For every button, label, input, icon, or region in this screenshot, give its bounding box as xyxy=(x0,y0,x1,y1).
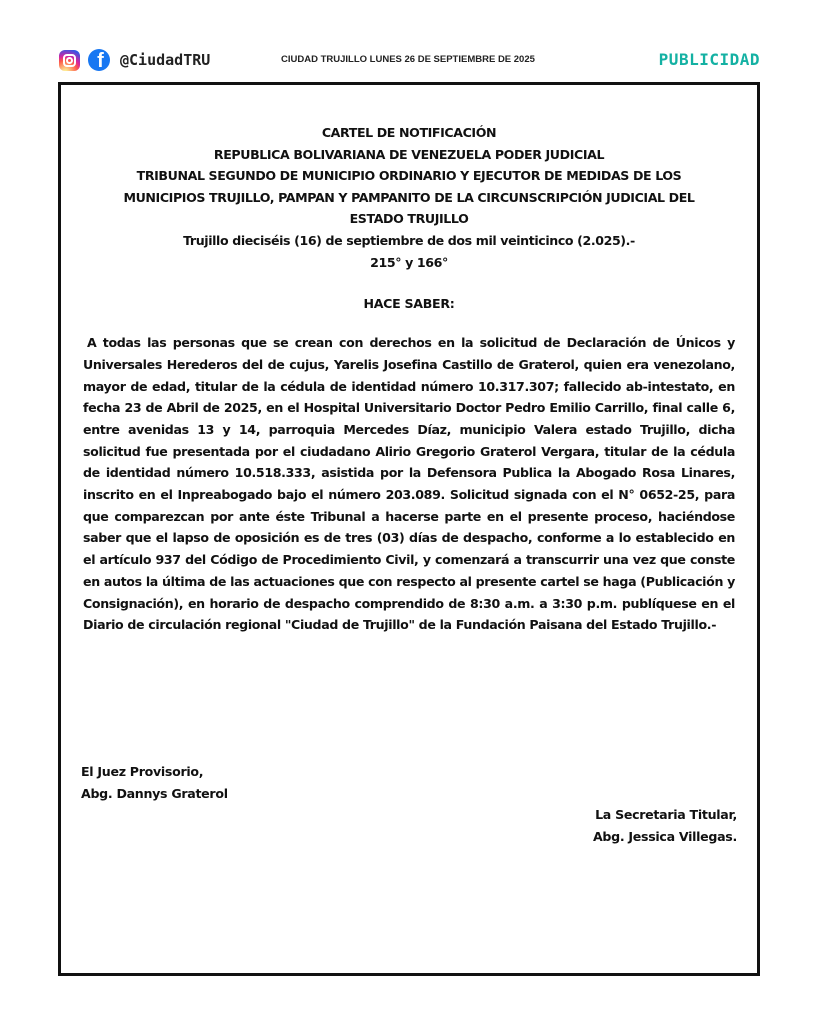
facebook-icon[interactable]: f xyxy=(88,49,110,71)
social-links xyxy=(59,49,210,71)
page-header xyxy=(59,46,760,74)
notice-content xyxy=(81,85,737,636)
instagram-icon[interactable] xyxy=(59,50,80,71)
judge-signature xyxy=(81,761,228,804)
judge-title: El Juez Provisorio, xyxy=(81,764,204,779)
notice-frame xyxy=(58,82,760,976)
notice-heading xyxy=(81,122,737,273)
section-label: PUBLICIDAD xyxy=(658,50,760,69)
notice-date: Trujillo dieciséis (16) de septiembre de dos mil veinticinco (2.025).- xyxy=(183,232,635,248)
notice-body: A todas las personas que se crean con derechos en la solicitud de Declaración de Únicos y Universales Herederos del de cujus, Yarelis Josefina Castillo de Graterol, quien era venezolano, mayor de edad, titular de la cédula de identidad número 10.317.307; fallecido ab-intestato, en fecha 23 de Abril de 2025, en el Hospital Universitario Doctor Pedro Emilio Carrillo, final calle 6, entre avenidas 13 y 14, parroquia Mercedes Díaz, municipio Valera estado Trujillo, dicha solicitud fue presentada por el ciudadano Alirio Gregorio Graterol Vergara, titular de la cédula de identidad número 10.518.333, asistida por la Defensora Publica la Abogado Rosa Linares, inscrito en el Inpreabogado bajo el número 203.089. Solicitud signada con el N° 0652-25, para que comparezcan por ante éste Tribunal a hacerse parte en el presente proceso, haciéndose saber que el lapso de oposición es de tres (03) días de despacho, conforme a lo establecido en el artículo 937 del Código de Procedimiento Civil, y comenzará a transcurrir una vez que conste en autos la última de las actuaciones que con respecto al presente cartel se haga (Publicación y Consignación), en horario de despacho comprendido de 8:30 a.m. a 3:30 p.m. publíquese en el Diario de circulación regional "Ciudad de Trujillo" de la Fundación Paisana del Estado Trujillo.- xyxy=(83,335,735,633)
heading-line: ESTADO TRUJILLO xyxy=(349,211,469,227)
heading-line: REPUBLICA BOLIVARIANA DE VENEZUELA PODER JUDICIAL xyxy=(213,146,605,162)
secretary-title: La Secretaria Titular, xyxy=(595,807,737,822)
secretary-signature xyxy=(593,804,737,847)
hace-saber-heading: HACE SABER: xyxy=(363,296,455,312)
notice-title: CARTEL DE NOTIFICACIÓN xyxy=(321,125,497,140)
heading-line: TRIBUNAL SEGUNDO DE MUNICIPIO ORDINARIO Y EJECUTOR DE MEDIDAS DE LOS xyxy=(136,168,682,184)
dateline: CIUDAD TRUJILLO LUNES 26 DE SEPTIEMBRE DE 2025 xyxy=(281,54,535,65)
heading-line: MUNICIPIOS TRUJILLO, PAMPAN Y PAMPANITO DE LA CIRCUNSCRIPCIÓN JUDICIAL DEL xyxy=(123,189,695,205)
judge-name: Abg. Dannys Graterol xyxy=(81,785,228,801)
notice-years: 215° y 166° xyxy=(370,254,448,270)
secretary-name: Abg. Jessica Villegas. xyxy=(592,828,737,844)
social-handle: @CiudadTRU xyxy=(120,51,211,69)
